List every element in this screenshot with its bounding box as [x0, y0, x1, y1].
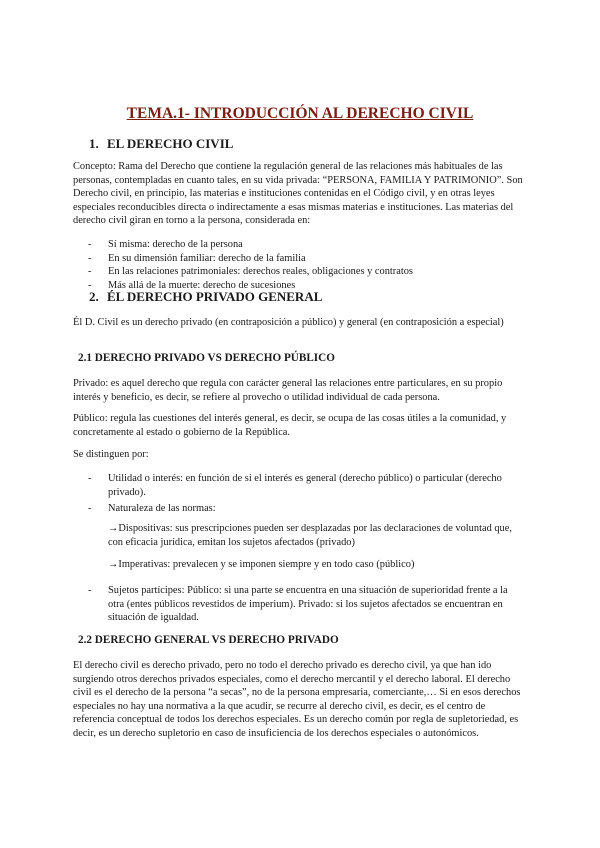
list-item: - Más allá de la muerte: derecho de sucesiones	[88, 279, 296, 291]
section-2-number: 2.	[89, 289, 99, 304]
bullet-dash: -	[88, 585, 92, 596]
privado-paragraph: Privado: es aquel derecho que regula con carácter general las relaciones entre particulares, en su propio interés y beneficio, es decir, se refiere al provecho o utilidad individual de cada persona.	[73, 378, 503, 403]
dispositivas-item: →Dispositivas: sus prescripciones pueden ser desplazadas por las declaraciones de voluntad que, con eficacia jurídica, emitan los sujetos afectados (privado)	[108, 523, 512, 548]
list-item: - En su dimensión familiar: derecho de la familia	[88, 252, 306, 264]
section-2-heading	[89, 289, 322, 305]
imperativas-item: →Imperativas: prevalecen y se imponen siempre y en todo caso (público)	[108, 559, 415, 570]
section-1-heading	[89, 136, 233, 152]
list-item: - Sujetos partícipes: Público: si una parte se encuentra en una situación de superioridad frente a la otra (entes públicos revestidos de imperium). Privado: si los sujetos afectados se encuentran en situación de igualdad.	[88, 585, 508, 624]
section-1-number: 1.	[89, 136, 99, 151]
section-2-intro: Él D. Civil es un derecho privado (en contraposición a público) y general (en contraposición a especial)	[73, 317, 504, 328]
distinction-list	[88, 472, 523, 516]
civil-law-subjects-list	[88, 238, 528, 292]
list-item: - Sí misma: derecho de la persona	[88, 239, 243, 250]
section-1-title: EL DERECHO CIVIL	[107, 136, 234, 151]
list-item: - Naturaleza de las normas:	[88, 503, 216, 515]
bullet-dash: -	[88, 473, 92, 484]
bullet-dash: -	[88, 252, 92, 264]
subsection-2-2-heading: 2.2 DERECHO GENERAL VS DERECHO PRIVADO	[78, 634, 339, 646]
list-item: - Utilidad o interés: en función de si el interés es general (derecho público) o particular (derecho privado).	[88, 473, 502, 498]
distinguen-label: Se distinguen por:	[73, 449, 149, 460]
bullet-dash: -	[88, 239, 92, 250]
subsection-2-1-heading: 2.1 DERECHO PRIVADO VS DERECHO PÚBLICO	[78, 352, 335, 364]
bullet-dash: -	[88, 266, 92, 278]
bullet-dash: -	[88, 503, 92, 515]
list-item: - En las relaciones patrimoniales: derechos reales, obligaciones y contratos	[88, 266, 413, 278]
document-title: TEMA.1- INTRODUCCIÓN AL DERECHO CIVIL	[126, 105, 474, 122]
section-2-title: ÉL DERECHO PRIVADO GENERAL	[107, 289, 323, 304]
publico-paragraph: Público: regula las cuestiones del interés general, es decir, se ocupa de las cosas útiles a la comunidad, y concretamente al estado o gobierno de la República.	[73, 413, 507, 438]
derecho-general-paragraph: El derecho civil es derecho privado, pero no todo el derecho privado es derecho civil, ya que han ido surgiendo otros derechos privados especiales, como el derecho mercantil y el derecho laboral. El derecho civil es el derecho de la persona “a secas”, no de la persona empresaria, comerciante,… Si en esos derechos especiales no hay una normativa a la que acudir, se recurre al derecho civil, es decir, es el centro de referencia conceptual de todos los derechos especiales. Es un derecho común por regla de supletoriedad, es decir, es un derecho supletorio en caso de insuficiencia de los derechos especiales o autonómicos.	[73, 660, 521, 739]
concept-paragraph: Concepto: Rama del Derecho que contiene la regulación general de las relaciones más habituales de las personas, contempladas en cuanto tales, en su vida privada: “PERSONA, FAMILIA Y PATRIMONIO”. Son Derecho civil, en principio, las materias e instituciones contenidas en el Código civil, y en otras leyes especiales reconducibles directa o indirectamente a esas mismas materias e instituciones. Las materias del derecho civil giran en torno a la persona, considerada en:	[73, 161, 523, 227]
bullet-dash: -	[88, 279, 92, 291]
sujetos-list	[88, 584, 523, 625]
